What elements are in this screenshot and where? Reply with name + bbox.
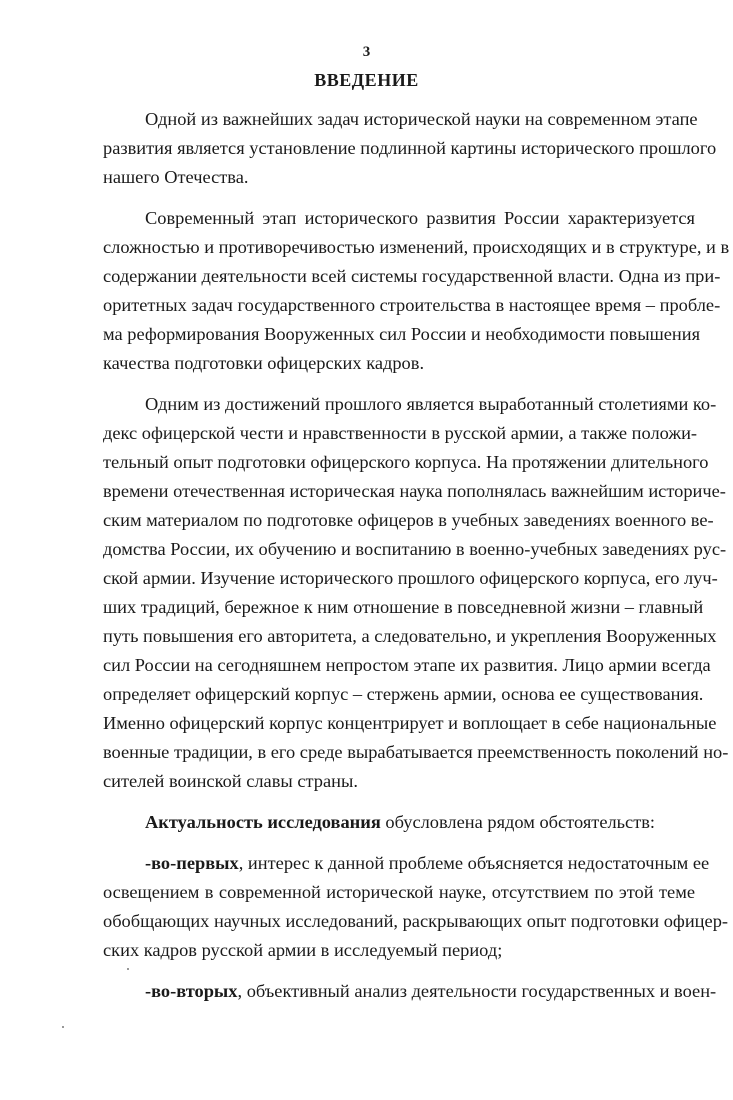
text-line: сителей воинской славы страны. — [103, 771, 358, 791]
scan-speck — [127, 968, 129, 970]
paragraph-achievements — [103, 390, 729, 796]
secondly-term: -во-вторых — [145, 981, 238, 1001]
text-line: Одним из достижений прошлого является выработанный столетиями ко- — [145, 394, 717, 414]
text-line: освещением в современной исторической науке, отсутствием по этой теме — [103, 882, 695, 902]
text-line: домства России, их обучению и воспитанию в военно-учебных заведениях рус- — [103, 539, 727, 559]
text-line: качества подготовки офицерских кадров. — [103, 353, 425, 373]
text-line: Именно офицерский корпус концентрирует и воплощает в себе национальные — [103, 713, 717, 733]
paragraph-firstly — [103, 849, 729, 965]
text-line — [103, 808, 695, 837]
text-line: развития является установление подлинной картины исторического прошлого — [103, 138, 717, 158]
text-line: ских кадров русской армии в исследуемый период; — [103, 940, 503, 960]
text-line: оритетных задач государственного строительства в настоящее время – пробле- — [103, 295, 721, 315]
firstly-text: , интерес к данной проблеме объясняется недостаточным ее — [238, 853, 710, 873]
text-line: Одной из важнейших задач исторической науки на современном этапе — [145, 109, 698, 129]
text-line: определяет офицерский корпус – стержень армии, основа ее существования. — [103, 684, 704, 704]
text-line: декс офицерской чести и нравственности в русской армии, а также положи- — [103, 423, 698, 443]
relevance-text: обусловлена рядом обстоятельств: — [380, 812, 656, 832]
text-line: обобщающих научных исследований, раскрывающих опыт подготовки офицер- — [103, 911, 729, 931]
text-line: нашего Отечества. — [103, 167, 249, 187]
text-line: ским материалом по подготовке офицеров в учебных заведениях военного ве- — [103, 510, 714, 530]
paragraph-intro — [103, 105, 717, 192]
body-text — [103, 105, 730, 1006]
text-line: ма реформирования Вооруженных сил России и необходимости повышения — [103, 324, 701, 344]
text-line: сложностью и противоречивостью изменений, происходящих и в структуре, и в — [103, 237, 730, 257]
text-line: путь повышения его авторитета, а следовательно, и укрепления Вооруженных — [103, 626, 717, 646]
text-line: содержании деятельности всей системы государственной власти. Одна из при- — [103, 266, 721, 286]
text-line — [103, 849, 710, 878]
text-line: Современный этап исторического развития России характеризуется — [145, 208, 695, 228]
scan-speck — [62, 1026, 64, 1028]
relevance-term: Актуальность исследования — [145, 812, 381, 832]
secondly-text: , объективный анализ деятельности государственных и воен- — [237, 981, 717, 1001]
text-line: военные традиции, в его среде вырабатывается преемственность поколений но- — [103, 742, 729, 762]
page-number: 3 — [362, 44, 371, 60]
text-line: времени отечественная историческая наука пополнялась важнейшим историче- — [103, 481, 726, 501]
text-line — [103, 977, 717, 1006]
paragraph-current-stage — [103, 204, 730, 378]
section-heading: ВВЕДЕНИЕ — [314, 70, 419, 90]
text-line: сил России на сегодняшнем непростом этапе их развития. Лицо армии всегда — [103, 655, 711, 675]
text-line: ших традиций, бережное к ним отношение в повседневной жизни – главный — [103, 597, 704, 617]
paragraph-secondly — [103, 977, 717, 1006]
text-line: тельный опыт подготовки офицерского корпуса. На протяжении длительного — [103, 452, 709, 472]
firstly-term: -во-первых — [145, 853, 239, 873]
text-line: ской армии. Изучение исторического прошлого офицерского корпуса, его луч- — [103, 568, 718, 588]
paragraph-relevance — [103, 808, 695, 837]
